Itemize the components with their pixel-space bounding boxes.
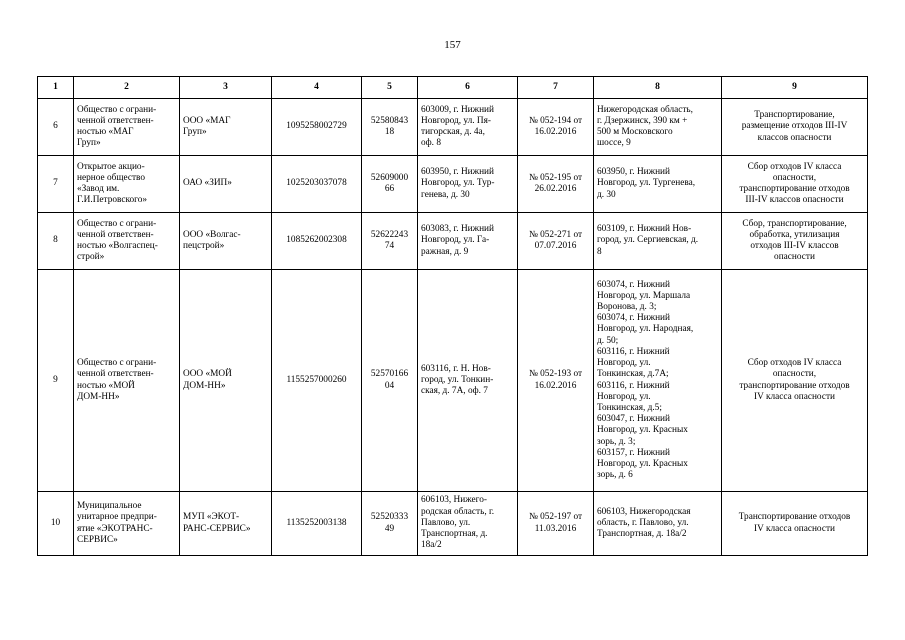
column-header: 4: [272, 77, 362, 99]
activity-type: Транспортирование, размещение отходов III-IV классов опасности: [722, 99, 868, 156]
license-number: № 052-197 от 11.03.2016: [518, 492, 594, 556]
row-number: 7: [38, 156, 74, 213]
column-header: 8: [594, 77, 722, 99]
activity-type: Сбор отходов IV класса опасности, транспортирование отходов III-IV классов опасности: [722, 156, 868, 213]
table-row: [38, 213, 868, 270]
activity-type: Транспортирование отходов IV класса опасности: [722, 492, 868, 556]
legal-address: 603009, г. Нижний Новгород, ул. Пя- тигорская, д. 4а, оф. 8: [418, 99, 518, 156]
license-number: № 052-194 от 16.02.2016: [518, 99, 594, 156]
column-header: 6: [418, 77, 518, 99]
legal-address: 603083, г. Нижний Новгород, ул. Га- ражная, д. 9: [418, 213, 518, 270]
organization-name: Общество с ограни- ченной ответствен- ностью «Волгаспец- строй»: [74, 213, 180, 270]
organization-name: Общество с ограни- ченной ответствен- ностью «МОЙ ДОМ-НН»: [74, 270, 180, 492]
column-header: 3: [180, 77, 272, 99]
organization-name: Муниципальное унитарное предпри- ятие «ЭКОТРАНС- СЕРВИС»: [74, 492, 180, 556]
table-row: [38, 156, 868, 213]
organization-name: Общество с ограни- ченной ответствен- ностью «МАГ Груп»: [74, 99, 180, 156]
page-number: 157: [444, 39, 461, 51]
row-number: 10: [38, 492, 74, 556]
column-header: 2: [74, 77, 180, 99]
organization-short-name: ОАО «ЗИП»: [180, 156, 272, 213]
organization-short-name: МУП «ЭКОТ- РАНС-СЕРВИС»: [180, 492, 272, 556]
legal-address: 606103, Нижего- родская область, г. Павлово, ул. Транспортная, д. 18а/2: [418, 492, 518, 556]
inn: 52609000 66: [362, 156, 418, 213]
inn: 52580843 18: [362, 99, 418, 156]
activity-location: 603950, г. Нижний Новгород, ул. Тургенева, д. 30: [594, 156, 722, 213]
ogrn: 1085262002308: [272, 213, 362, 270]
table-row: [38, 99, 868, 156]
activity-location: 603074, г. Нижний Новгород, ул. Маршала Воронова, д. 3; 603074, г. Нижний Новгород, ул. Народная, д. 50; 603116, г. Нижний Новгород, ул. Тонкинская, д.7А; 603116, г. Нижний Новгород, ул. Тонкинская, д.5; 603047, г. Нижний Новгород, ул. Красных зорь, д. 3; 603157, г. Нижний Новгород, ул. Красных зорь, д. 6: [594, 270, 722, 492]
activity-type: Сбор отходов IV класса опасности, транспортирование отходов IV класса опасности: [722, 270, 868, 492]
column-header: 1: [38, 77, 74, 99]
column-header: 9: [722, 77, 868, 99]
ogrn: 1155257000260: [272, 270, 362, 492]
table-row: [38, 270, 868, 492]
ogrn: 1095258002729: [272, 99, 362, 156]
organization-name: Открытое акцио- нерное общество «Завод им. Г.И.Петровского»: [74, 156, 180, 213]
activity-location: 606103, Нижегородская область, г. Павлово, ул. Транспортная, д. 18а/2: [594, 492, 722, 556]
row-number: 8: [38, 213, 74, 270]
row-number: 6: [38, 99, 74, 156]
inn: 52570166 04: [362, 270, 418, 492]
table-row: [38, 492, 868, 556]
column-header: 7: [518, 77, 594, 99]
license-number: № 052-195 от 26.02.2016: [518, 156, 594, 213]
activity-location: Нижегородская область, г. Дзержинск, 390 км + 500 м Московского шоссе, 9: [594, 99, 722, 156]
organization-short-name: ООО «МОЙ ДОМ-НН»: [180, 270, 272, 492]
registry-table: [37, 76, 868, 556]
inn: 52622243 74: [362, 213, 418, 270]
license-number: № 052-193 от 16.02.2016: [518, 270, 594, 492]
column-header: 5: [362, 77, 418, 99]
row-number: 9: [38, 270, 74, 492]
organization-short-name: ООО «МАГ Груп»: [180, 99, 272, 156]
activity-location: 603109, г. Нижний Нов- город, ул. Сергиевская, д. 8: [594, 213, 722, 270]
inn: 52520333 49: [362, 492, 418, 556]
table-header-row: [38, 77, 868, 99]
ogrn: 1025203037078: [272, 156, 362, 213]
legal-address: 603950, г. Нижний Новгород, ул. Тур- генева, д. 30: [418, 156, 518, 213]
organization-short-name: ООО «Волгас- пецстрой»: [180, 213, 272, 270]
activity-type: Сбор, транспортирование, обработка, утилизация отходов III-IV классов опасности: [722, 213, 868, 270]
license-number: № 052-271 от 07.07.2016: [518, 213, 594, 270]
ogrn: 1135252003138: [272, 492, 362, 556]
legal-address: 603116, г. Н. Нов- город, ул. Тонкин- ская, д. 7А, оф. 7: [418, 270, 518, 492]
